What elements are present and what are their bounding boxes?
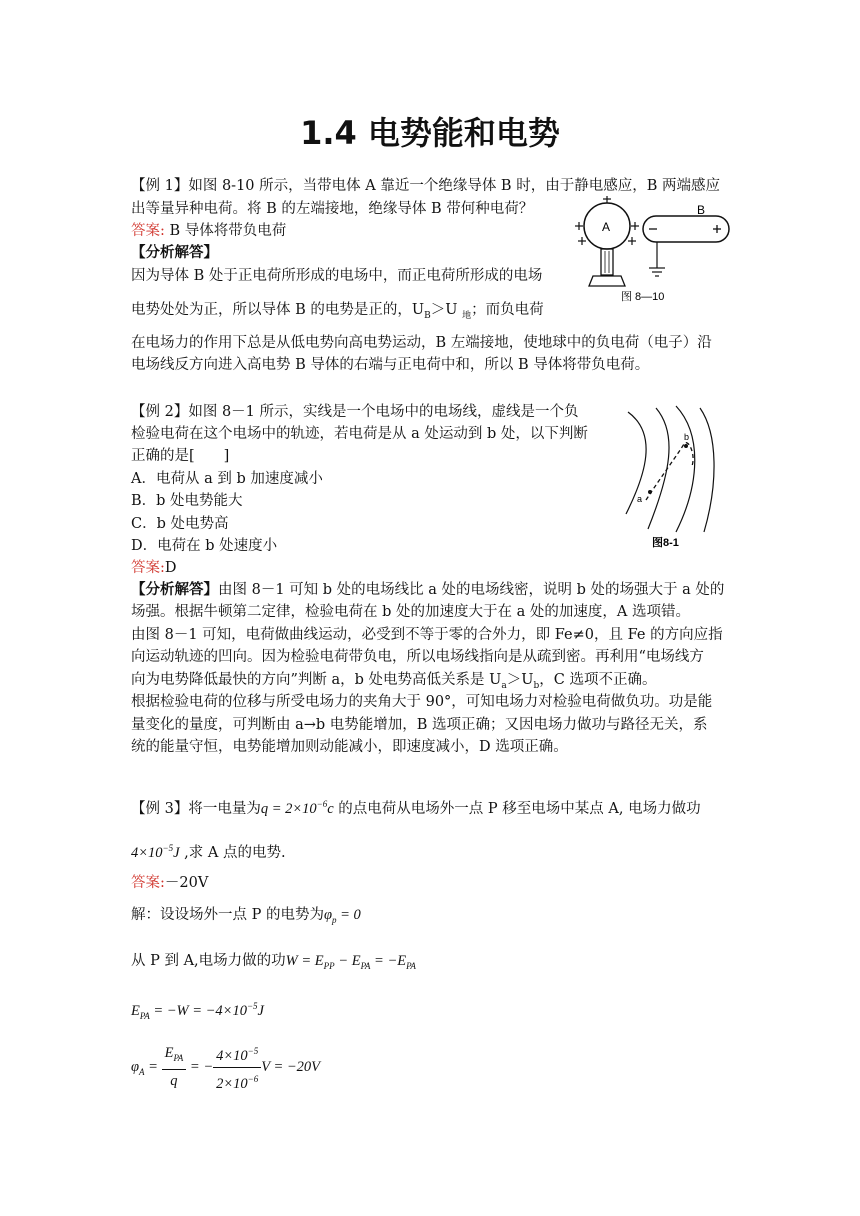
eq-part: 4×10 [216,1047,248,1064]
equation [261,801,334,817]
analysis-heading: 【分析解答】 [131,581,218,598]
text-span: 【例 3】将一电量为 [131,800,261,817]
figure-caption: 图 8—10 [621,291,665,303]
eq-part: − E [334,953,361,969]
point-b [684,444,688,448]
eq-unit: J [257,1002,264,1019]
page-title: 1.4 电势能和电势 [300,114,560,152]
fraction [162,1042,187,1092]
eq-part: = −W = −4×10 [149,1002,247,1019]
charge-trajectory [646,443,693,500]
superscript: −5 [247,1046,259,1056]
eq-part: V = −20V [261,1058,321,1075]
stand-base [589,276,625,286]
analysis-text: 由图 8－1 可知 b 处的电场线比 a 处的电场线密，说明 b 处的场强大于 a 处的 [218,582,725,598]
text-span: ，C 选项不正确。 [539,672,657,688]
equation [131,845,180,861]
eq-part: = [144,1058,162,1075]
subscript: PA [139,1010,150,1021]
subscript: PP [323,960,335,971]
answer-label: 答案: [131,875,165,891]
eq-part: φ [323,907,333,923]
answer-label: 答案: [131,560,165,576]
ex2-analysis-line2: 场强。根据牛顿第二定律，检验电荷在 b 处的加速度大于在 a 处的加速度，A 选项错。 [131,604,690,620]
figure-caption: 图8-1 [652,537,679,549]
ex2-option-a: A．电荷从 a 到 b 加速度减小 [131,471,323,487]
subscript: B [424,310,431,321]
label-point-a: a [637,494,643,504]
ex2-analysis-line4: 向运动轨迹的凹向。因为检验电荷带负电，所以电场线指向是从疏到密。再利用“电场线方 [131,649,704,665]
ex2-analysis-line3: 由图 8－1 可知，电荷做曲线运动，必受到不等于零的合外力，即 Fe≠0，且 Fe 的方向应指 [131,627,723,643]
text-span: 向为电势降低最快的方向”判断 a，b 处电势高低关系是 U [131,672,502,688]
label-b: B [697,203,706,217]
fraction [213,1040,261,1095]
subscript: PA [173,1053,184,1064]
text-span: 从 P 到 A,电场力做的功 [131,953,286,969]
eq-part: E [164,1045,174,1062]
subscript: PA [360,960,371,971]
equation [286,953,416,969]
numerator [162,1042,187,1070]
label-point-b: b [684,432,690,442]
ex2-option-b: B．b 处电势能大 [131,493,243,509]
superscript: −5 [162,843,174,853]
ex2-analysis-line1 [131,580,724,600]
subscript: PA [406,960,416,971]
subscript: a [501,680,507,691]
figure-8-10 [565,196,735,308]
eq-unit: c [327,800,334,817]
ex1-analysis-line2 [131,300,544,326]
ex3-solution-line3 [131,996,264,1026]
ex2-analysis-line7: 量变化的量度，可判断由 a→b 电势能增加，B 选项正确；又因电场力做功与路径无关，系 [131,717,708,733]
text-span: ；而负电荷 [471,302,544,318]
ex2-answer [131,558,177,578]
ex3-question-line2 [131,838,286,863]
figure-8-1 [618,404,723,550]
answer-text: B 导体将带负电荷 [164,223,287,239]
ex2-analysis-line6: 根据检验电荷的位移与所受电场力的夹角大于 90°，可知电场力对检验电荷做负功。功是能 [131,694,713,710]
subscript: p [332,914,337,925]
ex1-analysis-line1: 因为导体 B 处于正电荷所形成的电场中，而正电荷所形成的电场 [131,268,543,284]
ex2-option-c: C．b 处电势高 [131,516,229,532]
equation [324,907,361,923]
ex1-question-line2: 出等量异种电荷。将 B 的左端接地，绝缘导体 B 带何种电荷？ [131,201,534,217]
superscript: −5 [246,1001,258,1011]
insulating-stand [601,249,613,275]
text-span: ＞U [506,672,534,688]
superscript: −6 [247,1073,259,1084]
ex1-analysis-heading: 【分析解答】 [131,244,218,261]
field-lines [626,406,714,532]
subscript: A [139,1066,145,1077]
text-span: ,求 A 点的电势. [179,844,286,861]
numerator [213,1040,261,1068]
equation [131,1003,264,1019]
eq-part: φ [131,1058,140,1075]
text-span: 电势处处为正，所以导体 B 的电势是正的，U [131,302,425,318]
ex2-option-d: D．电荷在 b 处速度小 [131,538,278,554]
ex3-solution-line1 [131,905,361,930]
subscript: b [533,680,540,691]
answer-label: 答案: [131,223,165,239]
point-a [648,490,652,494]
eq-part: q = 2×10 [260,800,317,817]
ex2-question-line1: 【例 2】如图 8－1 所示，实线是一个电场中的电场线，虚线是一个负 [131,404,579,420]
ex3-solution-line2 [131,951,416,976]
subscript: 地 [462,310,472,321]
ex2-question-line3: 正确的是[ ] [131,448,230,464]
answer-text: D [164,560,177,576]
eq-part: = − [186,1058,214,1075]
eq-part: 4×10 [131,844,163,861]
ex1-analysis-line4: 电场线反方向进入高电势 B 导体的右端与正电荷中和，所以 B 导体将带负电荷。 [131,357,650,373]
label-a: A [602,220,611,234]
ex3-answer [131,873,208,893]
ex2-analysis-line8: 统的能量守恒，电势能增加则动能减小，即速度减小，D 选项正确。 [131,739,568,755]
eq-part: = 0 [336,907,361,923]
eq-part: W = E [285,953,324,969]
eq-unit: J [173,844,180,861]
denominator: q [170,1073,178,1090]
text-span: ＞U [430,302,463,318]
eq-part: E [131,1002,140,1019]
ex1-question-line1: 【例 1】如图 8-10 所示，当带电体 A 靠近一个绝缘导体 B 时，由于静电感应，B 两端感应 [131,178,720,194]
ex3-solution-line4 [131,1040,320,1095]
eq-part: 2×10 [216,1075,248,1092]
text-span: 解：设设场外一点 P 的电势为 [131,907,324,923]
superscript: −6 [316,799,328,809]
ex3-question-line1 [131,794,701,819]
ex2-question-line2: 检验电荷在这个电场中的轨迹，若电荷是从 a 处运动到 b 处，以下判断 [131,426,588,442]
text-span: 的点电荷从电场外一点 P 移至电场中某点 A, 电场力做功 [333,800,701,817]
denominator [213,1068,261,1095]
ex1-answer [131,221,286,241]
answer-text: －20V [164,875,209,891]
eq-part: = −E [370,953,407,969]
ex1-analysis-line3: 在电场力的作用下总是从低电势向高电势运动，B 左端接地，使地球中的负电荷（电子）沿 [131,335,712,351]
